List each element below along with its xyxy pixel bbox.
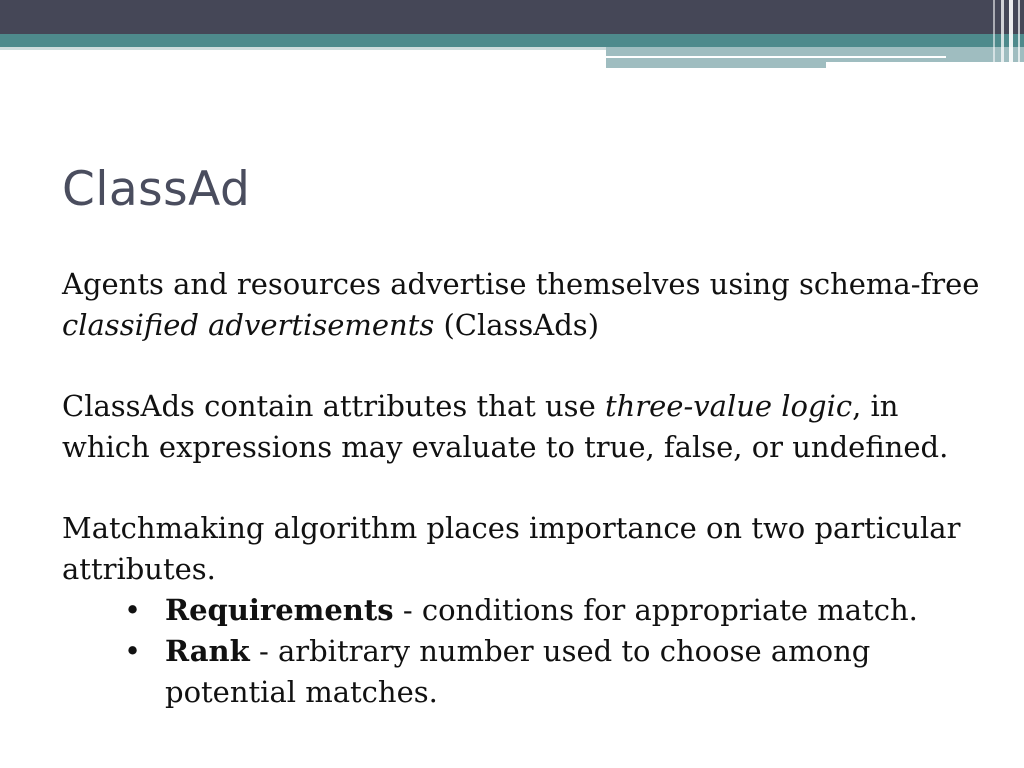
bullet-description: - conditions for appropriate match. bbox=[393, 593, 918, 627]
header-stripe bbox=[993, 0, 995, 68]
header-stripe bbox=[1009, 0, 1013, 68]
header-band-light bbox=[0, 47, 606, 50]
paragraph-text: (ClassAds) bbox=[434, 308, 600, 342]
paragraph-emphasis: three-value logic bbox=[604, 389, 853, 423]
header-stripe bbox=[1001, 0, 1004, 68]
bullet-list bbox=[62, 590, 982, 713]
header-band-dark bbox=[0, 0, 1024, 34]
bullet-item-rank bbox=[62, 631, 982, 713]
paragraph-three-value-logic bbox=[62, 386, 982, 468]
bullet-marker: • bbox=[124, 634, 142, 668]
slide-title: ClassAd bbox=[62, 162, 251, 217]
bullet-marker: • bbox=[124, 593, 142, 627]
bullet-term: Rank bbox=[165, 634, 250, 668]
header-accent-line bbox=[606, 56, 946, 58]
bullet-description: - arbitrary number used to choose among potential matches. bbox=[165, 634, 871, 709]
paragraph-text: ClassAds contain attributes that use bbox=[62, 389, 605, 423]
bullet-item-requirements bbox=[62, 590, 982, 631]
bullet-term: Requirements bbox=[165, 593, 394, 627]
paragraph-classads-intro bbox=[62, 264, 982, 346]
paragraph-text: Agents and resources advertise themselves using schema-free bbox=[62, 267, 980, 301]
paragraph-matchmaking: Matchmaking algorithm places importance on two particular attributes. bbox=[62, 511, 961, 586]
header-band-teal bbox=[0, 34, 1024, 47]
paragraph-text: , in which expressions may evaluate to true, false, or undefined. bbox=[62, 389, 949, 464]
slide-body bbox=[62, 264, 982, 713]
paragraph-emphasis: classified advertisements bbox=[62, 308, 435, 342]
header-stripe bbox=[1018, 0, 1020, 68]
